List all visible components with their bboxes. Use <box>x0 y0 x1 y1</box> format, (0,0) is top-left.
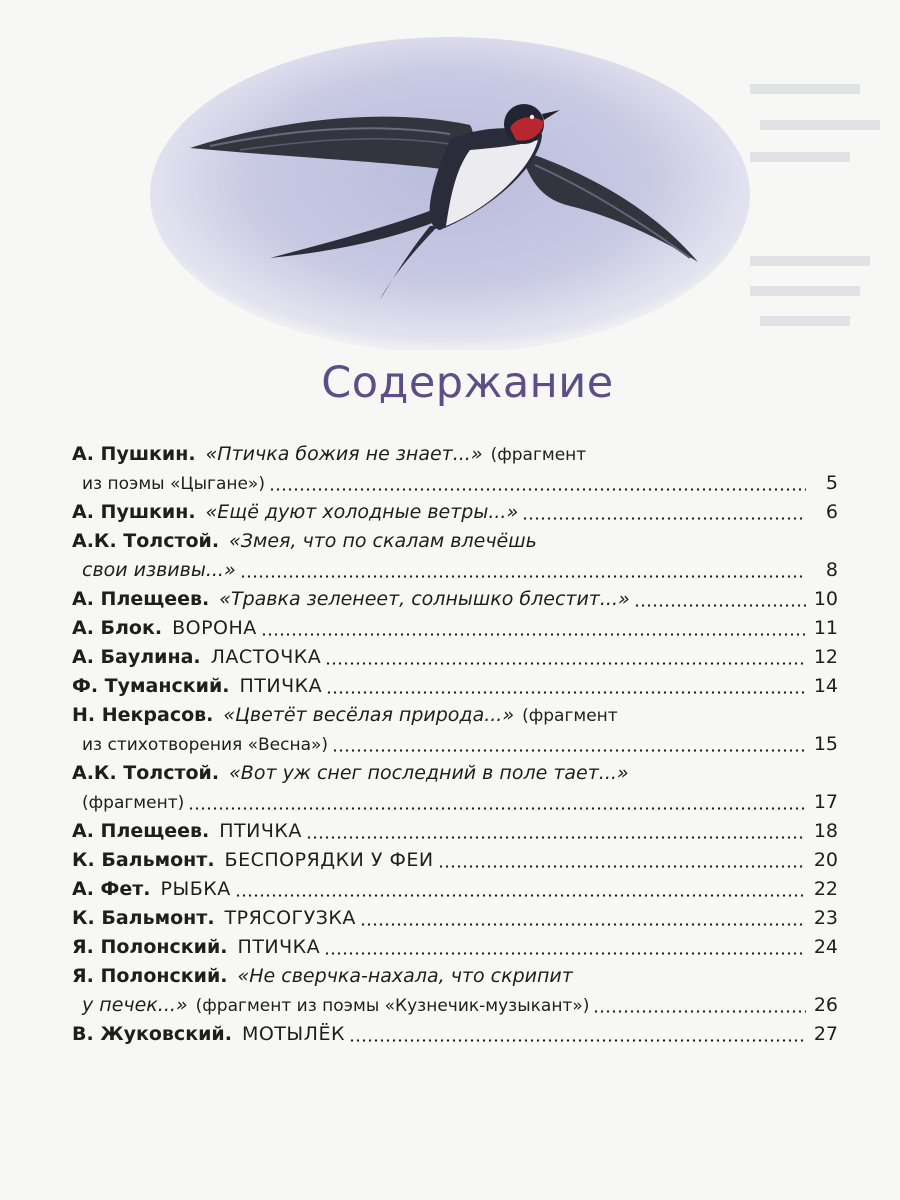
toc-author: Я. Полонский. <box>72 965 228 987</box>
toc-work-title: свои извивы...» <box>82 559 236 581</box>
toc-line <box>72 730 838 759</box>
dot-leader <box>240 561 806 579</box>
toc-work-title: ПТИЧКА <box>237 936 321 958</box>
toc-line <box>72 440 838 469</box>
dot-leader <box>325 648 806 666</box>
toc-line <box>72 817 838 846</box>
toc-entry[interactable] <box>72 904 838 933</box>
toc-note: (фрагмент <box>490 445 587 465</box>
toc-work-title: «Цветёт весёлая природа...» <box>223 704 515 726</box>
toc-line <box>72 788 838 817</box>
toc-line <box>72 962 838 991</box>
dot-leader <box>306 822 806 840</box>
toc-note: (фрагмент) <box>82 793 185 813</box>
toc-note: из поэмы «Цыгане») <box>82 474 265 494</box>
toc-note: (фрагмент <box>522 706 618 726</box>
toc-author: А. Блок. <box>72 617 163 639</box>
dot-leader <box>593 996 806 1014</box>
toc-entry[interactable] <box>72 672 838 701</box>
toc-work-title: ЛАСТОЧКА <box>210 646 322 668</box>
toc-page-number: 26 <box>813 994 838 1016</box>
toc-line <box>72 846 838 875</box>
toc-page-number: 23 <box>813 907 838 929</box>
toc-line <box>72 643 838 672</box>
toc-page-number: 22 <box>813 878 838 900</box>
swallow-illustration <box>150 30 750 350</box>
toc-entry[interactable] <box>72 933 838 962</box>
toc-line <box>72 933 838 962</box>
toc-entry[interactable] <box>72 498 838 527</box>
toc-page-number: 6 <box>825 501 838 523</box>
toc-line <box>72 498 838 527</box>
toc-author: А. Фет. <box>72 878 151 900</box>
dot-leader <box>235 880 806 898</box>
table-of-contents <box>72 440 838 1049</box>
toc-entry[interactable] <box>72 643 838 672</box>
toc-line <box>72 469 838 498</box>
toc-line <box>72 991 838 1020</box>
show-through-text <box>750 70 890 350</box>
toc-entry[interactable] <box>72 614 838 643</box>
toc-line <box>72 614 838 643</box>
dot-leader <box>188 793 806 811</box>
toc-work-title: БЕСПОРЯДКИ У ФЕИ <box>224 849 434 871</box>
toc-work-title: «Травка зеленеет, солнышко блестит...» <box>219 588 630 610</box>
toc-page-number: 27 <box>813 1023 838 1045</box>
toc-author: Ф. Туманский. <box>72 675 230 697</box>
toc-page-number: 12 <box>813 646 838 668</box>
toc-line <box>72 585 838 614</box>
toc-work-title: ТРЯСОГУЗКА <box>224 907 356 929</box>
toc-line <box>72 556 838 585</box>
toc-entry[interactable] <box>72 817 838 846</box>
toc-work-title: «Змея, что по скалам влечёшь <box>229 530 537 552</box>
toc-entry[interactable] <box>72 759 838 817</box>
toc-page-number: 10 <box>813 588 838 610</box>
toc-entry[interactable] <box>72 440 838 498</box>
dot-leader <box>438 851 806 869</box>
toc-entry[interactable] <box>72 875 838 904</box>
toc-page-number: 11 <box>813 617 838 639</box>
toc-page-number: 14 <box>813 675 838 697</box>
toc-author: Я. Полонский. <box>72 936 228 958</box>
toc-work-title: «Вот уж снег последний в поле тает...» <box>229 762 629 784</box>
dot-leader <box>332 735 806 753</box>
dot-leader <box>634 590 806 608</box>
dot-leader <box>326 677 806 695</box>
toc-note: (фрагмент из поэмы «Кузнечик-музыкант») <box>195 996 590 1016</box>
toc-line <box>72 701 838 730</box>
toc-page-number: 5 <box>825 472 838 494</box>
toc-author: Н. Некрасов. <box>72 704 214 726</box>
toc-author: А. Пушкин. <box>72 501 196 523</box>
toc-work-title: ПТИЧКА <box>219 820 302 842</box>
toc-work-title: ВОРОНА <box>172 617 257 639</box>
toc-author: А. Плещеев. <box>72 588 210 610</box>
toc-page-number: 20 <box>813 849 838 871</box>
toc-entry[interactable] <box>72 701 838 759</box>
dot-leader <box>261 619 806 637</box>
toc-line <box>72 1020 838 1049</box>
toc-note: из стихотворения «Весна») <box>82 735 329 755</box>
toc-author: К. Бальмонт. <box>72 907 215 929</box>
toc-work-title: МОТЫЛЁК <box>241 1023 345 1045</box>
toc-page-number: 18 <box>813 820 838 842</box>
toc-author: А. Плещеев. <box>72 820 210 842</box>
toc-author: А.К. Толстой. <box>72 530 220 552</box>
toc-entry[interactable] <box>72 585 838 614</box>
toc-line <box>72 527 838 556</box>
toc-page-number: 8 <box>825 559 838 581</box>
toc-entry[interactable] <box>72 846 838 875</box>
toc-author: А.К. Толстой. <box>72 762 220 784</box>
page-title: Содержание <box>321 358 614 408</box>
toc-line <box>72 759 838 788</box>
toc-page-number: 24 <box>813 936 838 958</box>
toc-work-title: РЫБКА <box>160 878 231 900</box>
toc-author: К. Бальмонт. <box>72 849 215 871</box>
toc-page-number: 15 <box>813 733 838 755</box>
dot-leader <box>349 1025 806 1043</box>
toc-work-title: «Птичка божия не знает...» <box>205 443 483 465</box>
toc-work-title: у печек...» <box>82 994 188 1016</box>
toc-line <box>72 904 838 933</box>
toc-page-number: 17 <box>813 791 838 813</box>
toc-entry[interactable] <box>72 962 838 1020</box>
toc-line <box>72 875 838 904</box>
toc-author: В. Жуковский. <box>72 1023 232 1045</box>
toc-author: А. Баулина. <box>72 646 201 668</box>
toc-work-title: «Не сверчка-нахала, что скрипит <box>237 965 573 987</box>
toc-entry[interactable] <box>72 527 838 585</box>
toc-entry[interactable] <box>72 1020 838 1049</box>
toc-author: А. Пушкин. <box>72 443 196 465</box>
dot-leader <box>360 909 806 927</box>
toc-work-title: ПТИЧКА <box>239 675 323 697</box>
dot-leader <box>324 938 806 956</box>
toc-line <box>72 672 838 701</box>
dot-leader <box>269 474 806 492</box>
dot-leader <box>522 503 806 521</box>
toc-work-title: «Ещё дуют холодные ветры...» <box>205 501 519 523</box>
